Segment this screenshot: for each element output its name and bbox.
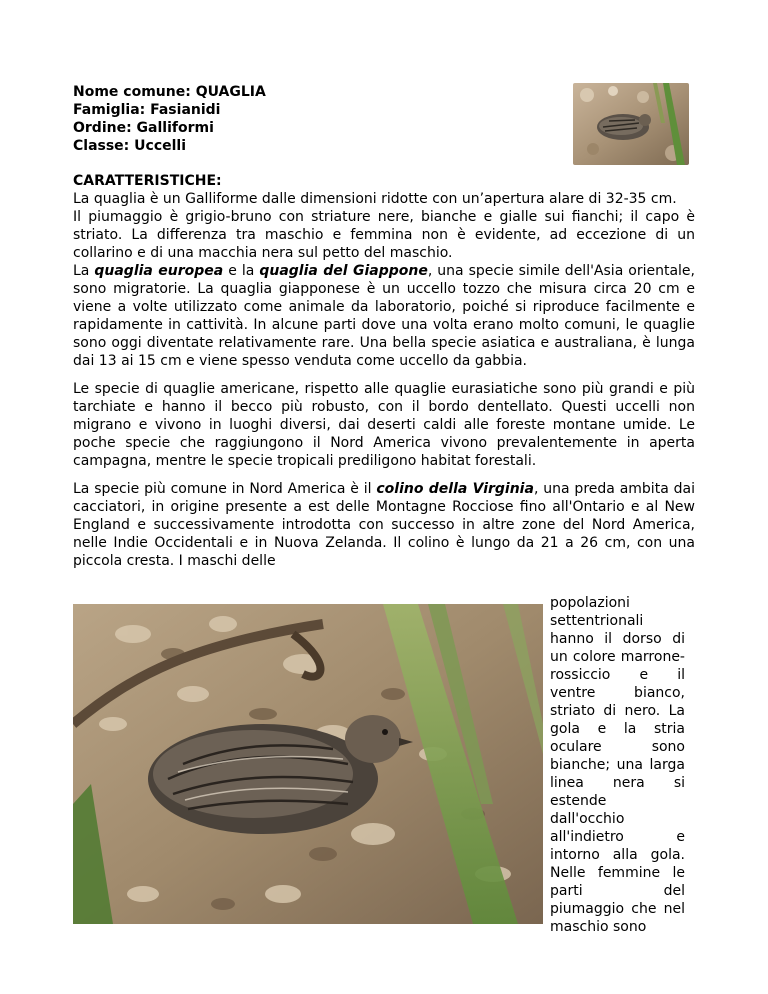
quail-thumbnail-photo xyxy=(573,83,689,165)
paragraph-american-quails: Le specie di quaglie americane, rispetto alle quaglie eurasiatiche sono più grandi e più tarchiate e hanno il becco più robusto, con il bordo dentellato. Questi uccelli non migrano e vivono in luoghi diversi, dai deserti caldi alle foreste montane umide. Le poche specie che raggiungono il Nord America vivono prevalentemente in aperta campagna, mentre le specie tropicali prediligono habitat forestali. xyxy=(73,381,695,469)
species-header xyxy=(73,83,553,155)
order: Ordine: Galliformi xyxy=(73,120,214,136)
text-span: , una specie simile dell'Asia orientale, sono migratorie. La quaglia giapponese è un uccello tozzo che misura circa 20 cm e viene a volte utilizzato come animale da laboratorio, poiché si riproduce facilmente e rapidamente in cattività. In alcune parti dove una volta erano molto comuni, le quaglie sono oggi diventate relativamente rare. Una bella specie asiatica e australiana, è lunga dai 13 ai 15 cm e viene spesso venduta come uccello da gabbia. xyxy=(73,263,695,369)
family: Famiglia: Fasianidi xyxy=(73,102,221,118)
paragraph-european-japanese xyxy=(73,262,695,370)
class: Classe: Uccelli xyxy=(73,138,187,154)
text-span: La specie più comune in Nord America è il xyxy=(73,481,377,497)
species-name-european: quaglia europea xyxy=(94,263,224,279)
species-name-japanese: quaglia del Giappone xyxy=(259,263,428,279)
paragraph-wingspan: La quaglia è un Galliforme dalle dimensioni ridotte con un’apertura alare di 32-35 cm. xyxy=(73,191,677,207)
text-span: La xyxy=(73,263,95,279)
section-title: CARATTERISTICHE: xyxy=(73,173,222,189)
body-text xyxy=(73,172,695,580)
common-name: Nome comune: QUAGLIA xyxy=(73,84,266,100)
paragraph-plumage: Il piumaggio è grigio-bruno con striature nere, bianche e gialle sui fianchi; il capo è striato. La differenza tra maschio e femmina non è evidente, ad eccezione di un collarino e di una macchia nera sul petto del maschio. xyxy=(73,209,695,261)
species-name-bobwhite: colino della Virginia xyxy=(376,481,534,497)
paragraph-bobwhite xyxy=(73,480,695,570)
paragraph-bobwhite-continued: popolazioni settentrionali hanno il dorso di un colore marrone-rossiccio e il ventre bianco, striato di nero. La gola e la stria oculare sono bianche; una larga linea nera si estende dall'occhio all'indietro e intorno alla gola. Nelle femmine le parti del piumaggio che nel maschio sono xyxy=(550,595,685,935)
quail-photo xyxy=(73,604,543,924)
text-beside-photo xyxy=(550,594,685,936)
text-span: e la xyxy=(223,263,260,279)
text-span: , una preda ambita dai cacciatori, in origine presente a est delle Montagne Rocciose fino all'Ontario e al New England e successivamente introdotta con successo in altre zone del Nord America, nelle Indie Occidentali e in Nuova Zelanda. Il colino è lungo da 21 a 26 cm, con una piccola cresta. I maschi delle xyxy=(73,481,695,569)
